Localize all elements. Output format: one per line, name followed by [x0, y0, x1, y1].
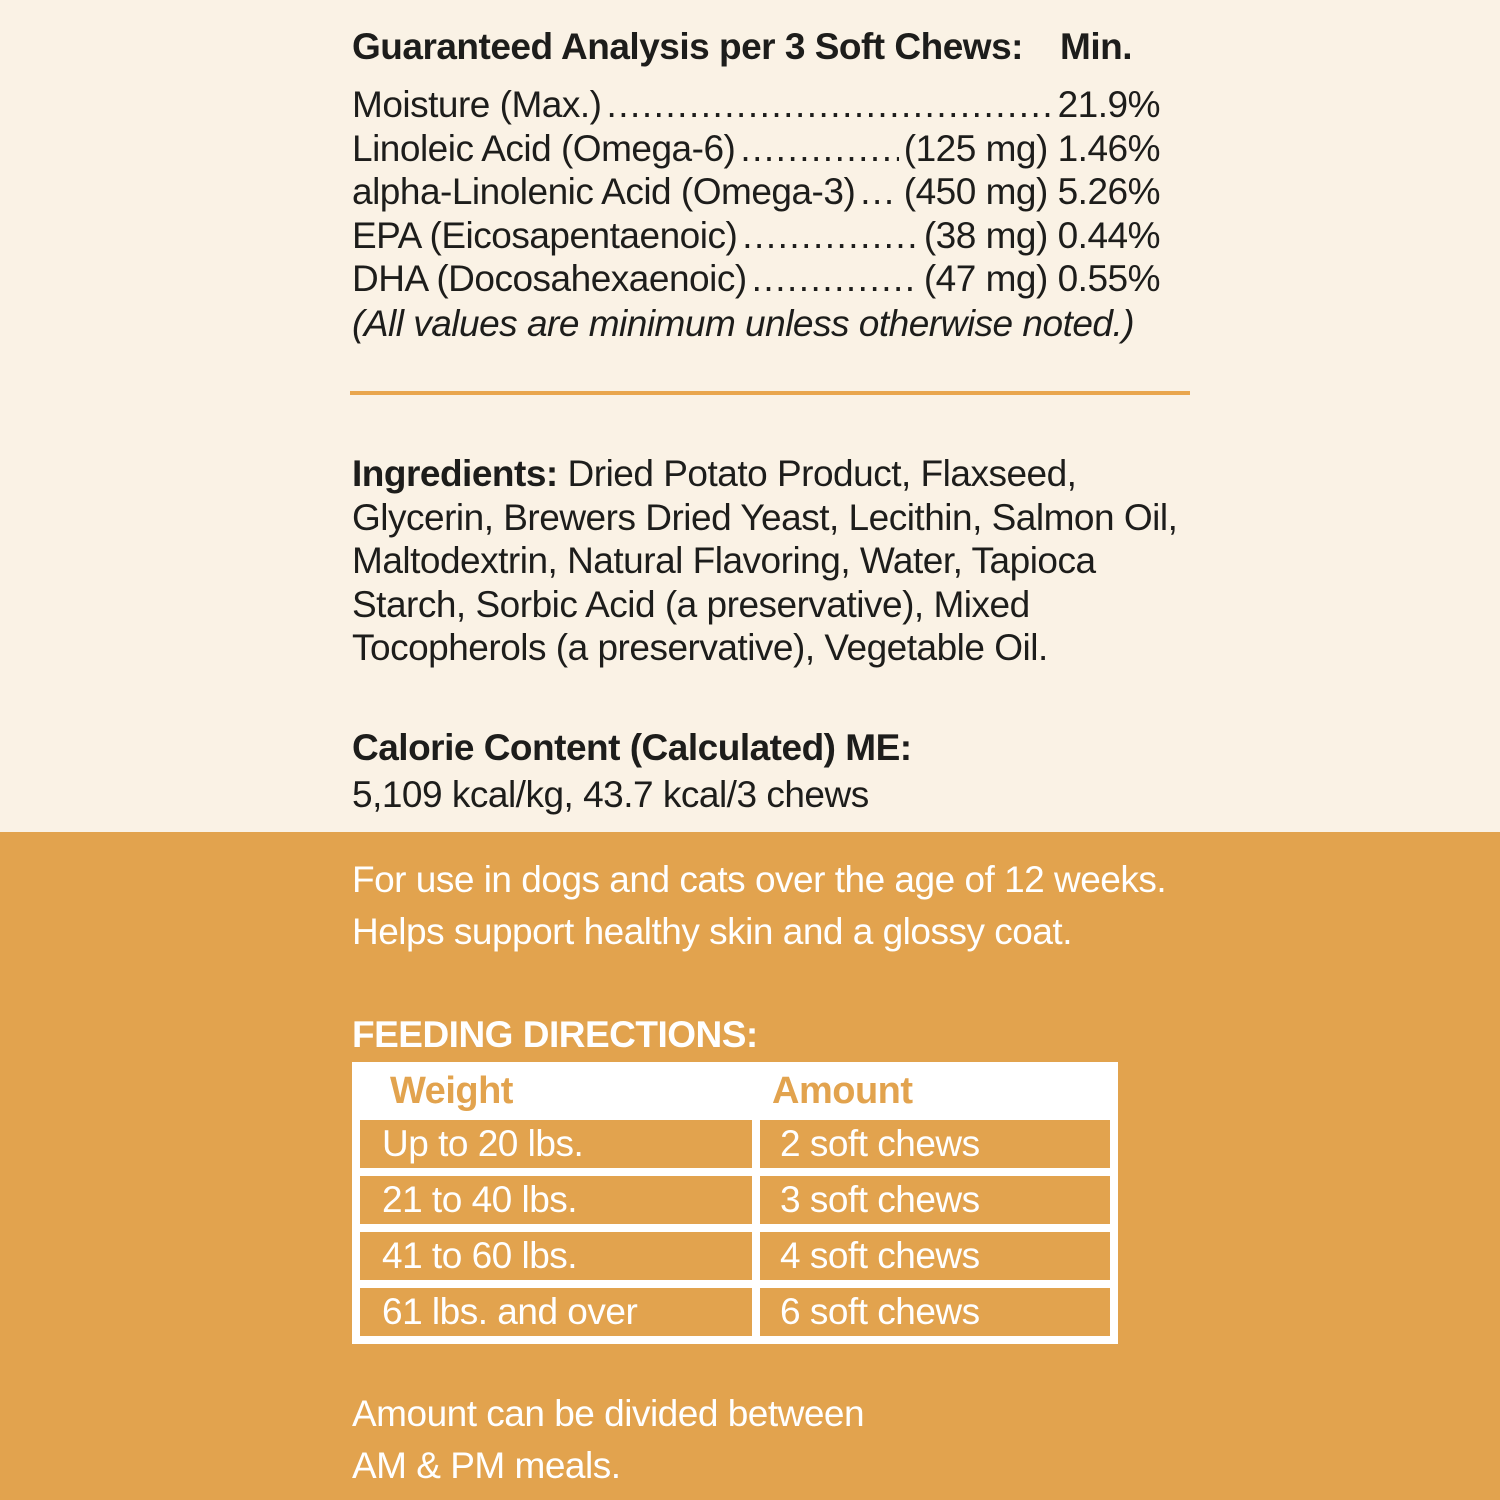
analysis-label: EPA (Eicosapentaenoic) — [352, 214, 738, 256]
dot-leader — [606, 83, 1052, 127]
analysis-value: (450 mg) 5.26% — [903, 171, 1160, 212]
weight-cell: 61 lbs. and over — [360, 1288, 752, 1336]
amount-cell: 3 soft chews — [760, 1176, 1110, 1224]
ingredients-label: Ingredients: — [352, 453, 558, 494]
dot-leader — [860, 170, 898, 214]
table-row — [360, 1176, 1110, 1224]
amount-cell: 4 soft chews — [760, 1232, 1110, 1280]
feeding-directions-title: FEEDING DIRECTIONS: — [352, 1014, 758, 1055]
orange-usage-section — [0, 832, 1500, 1500]
weight-cell: Up to 20 lbs. — [360, 1120, 752, 1168]
analysis-label: Moisture (Max.) — [352, 84, 602, 125]
analysis-value: (38 mg) 0.44% — [923, 214, 1160, 256]
usage-line-2: Helps support healthy skin and a glossy coat. — [352, 911, 1072, 952]
feeding-table — [352, 1062, 1118, 1344]
calorie-content-title: Calorie Content (Calculated) ME: — [352, 727, 912, 768]
guaranteed-analysis-title: Guaranteed Analysis per 3 Soft Chews: — [352, 26, 1023, 67]
weight-column-header: Weight — [390, 1069, 513, 1112]
dot-leader — [742, 214, 919, 258]
table-row — [360, 1120, 1110, 1168]
usage-line-1: For use in dogs and cats over the age of 12 weeks. — [352, 859, 1167, 900]
amount-column-header: Amount — [772, 1069, 913, 1112]
usage-statement — [352, 854, 1166, 958]
dot-leader — [740, 127, 898, 171]
table-row — [360, 1288, 1110, 1336]
ingredients-text: Dried Potato Product, Flaxseed, Glycerin, Brewers Dried Yeast, Lecithin, Salmon Oil, Maltodextrin, Natural Flavoring, Water, Tapioca Starch, Sorbic Acid (a preservative), Mixed Tocopherols (a preservative), Vegetable Oil. — [352, 453, 1178, 668]
min-column-label: Min. — [1060, 26, 1132, 67]
guaranteed-analysis-header — [352, 26, 1160, 68]
amount-cell: 2 soft chews — [760, 1120, 1110, 1168]
feeding-note-line-1: Amount can be divided between — [352, 1393, 865, 1434]
feeding-note-line-2: AM & PM meals. — [352, 1445, 621, 1486]
feeding-table-header — [360, 1062, 1110, 1120]
calorie-content-value: 5,109 kcal/kg, 43.7 kcal/3 chews — [352, 774, 869, 815]
table-row — [360, 1232, 1110, 1280]
analysis-label: alpha-Linolenic Acid (Omega-3) — [352, 171, 856, 212]
calorie-content-section — [352, 724, 912, 818]
ingredients-section — [352, 452, 1182, 670]
analysis-row-moisture — [352, 83, 1160, 127]
weight-cell: 21 to 40 lbs. — [360, 1176, 752, 1224]
amount-cell: 6 soft chews — [760, 1288, 1110, 1336]
analysis-footnote: (All values are minimum unless otherwise noted.) — [352, 302, 1135, 344]
analysis-row-dha — [352, 257, 1160, 301]
analysis-label: DHA (Docosahexaenoic) — [352, 258, 747, 299]
analysis-label: Linoleic Acid (Omega-6) — [352, 127, 736, 169]
feeding-note — [352, 1388, 864, 1492]
section-divider — [350, 391, 1190, 395]
guaranteed-analysis-section — [352, 26, 1160, 345]
analysis-value: (47 mg) 0.55% — [923, 258, 1160, 299]
analysis-row-linoleic-acid — [352, 127, 1160, 171]
analysis-value: (125 mg) 1.46% — [903, 127, 1160, 169]
analysis-row-epa — [352, 214, 1160, 258]
dot-leader — [752, 257, 919, 301]
weight-cell: 41 to 60 lbs. — [360, 1232, 752, 1280]
analysis-value: 21.9% — [1057, 84, 1160, 125]
analysis-row-alpha-linolenic-acid — [352, 170, 1160, 214]
